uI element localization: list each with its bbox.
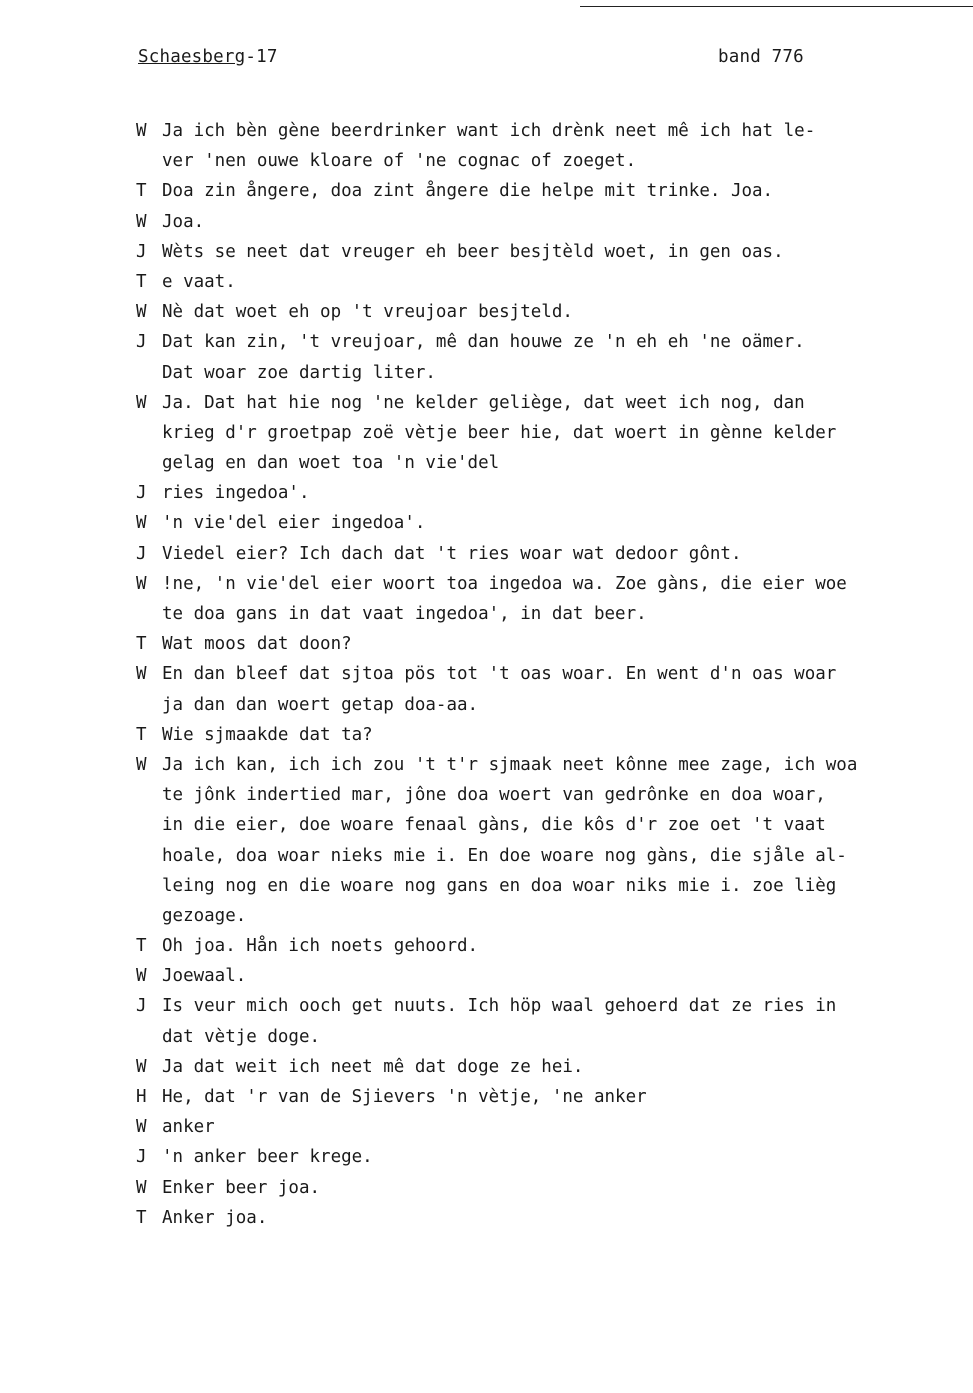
utterance-text: Enker beer joa. [162, 1177, 321, 1198]
utterance-text: Wat moos dat doon? [162, 634, 352, 655]
speaker-label: W [136, 302, 147, 323]
speaker-label: H [136, 1087, 147, 1107]
speaker-label: W [136, 573, 147, 594]
transcript-line [136, 599, 973, 629]
utterance-text: Dat kan zin, 't vreujoar, mê dan houwe ze 'n eh eh 'ne oämer. [162, 332, 805, 353]
speaker-label: J [136, 332, 147, 353]
utterance-text: Ja dat weit ich neet mê dat doge ze hei. [162, 1056, 584, 1077]
utterance-text: in die eier, doe woare fenaal gàns, die kôs d'r zoe oet 't vaat [162, 815, 826, 836]
speaker-label: W [136, 754, 147, 775]
utterance-text: leing nog en die woare nog gans en doa woar niks mie i. zoe lièg [162, 875, 837, 896]
utterance-text: Joewaal. [162, 966, 247, 987]
utterance-text: Dat woar zoe dartig liter. [162, 362, 436, 383]
utterance-text: Wèts se neet dat vreuger eh beer besjtèld woet, in gen oas. [162, 241, 784, 262]
transcript-line [136, 1022, 973, 1052]
utterance-text: Doa zin ångere, doa zint ångere die helpe mit trinke. Joa. [162, 181, 774, 202]
utterance-text: te doa gans in dat vaat ingedoa', in dat beer. [162, 604, 647, 624]
transcript-line [136, 327, 973, 357]
utterance-text: Oh joa. Hån ich noets gehoord. [162, 936, 479, 957]
transcript-line [136, 1082, 973, 1112]
transcript-line [136, 991, 973, 1021]
transcript-line [136, 418, 973, 448]
utterance-text: e vaat. [162, 271, 236, 292]
transcript-line [136, 780, 973, 810]
transcript-line [136, 961, 973, 991]
speaker-label: T [136, 1207, 147, 1228]
transcript-line [136, 539, 973, 569]
utterance-text: ja dan dan woert getap doa-aa. [162, 694, 479, 715]
speaker-label: W [136, 211, 147, 232]
speaker-label: W [136, 392, 147, 413]
transcript-line [136, 388, 973, 418]
place-name: Schaesberg [138, 47, 246, 67]
transcript-line [136, 810, 973, 840]
speaker-label: T [136, 936, 147, 957]
transcript-line [136, 267, 973, 297]
transcript-line [136, 690, 973, 720]
transcript-line [136, 841, 973, 871]
speaker-label: W [136, 1056, 147, 1077]
document-title [138, 47, 278, 67]
speaker-label: J [136, 241, 147, 262]
transcript-line [136, 569, 973, 599]
page-number: -17 [245, 47, 278, 67]
utterance-text: Viedel eier? Ich dach dat 't ries woar wat dedoor gônt. [162, 543, 742, 564]
speaker-label: J [136, 1147, 147, 1168]
speaker-label: T [136, 724, 147, 745]
speaker-label: W [136, 1177, 147, 1198]
utterance-text: dat vètje doge. [162, 1026, 321, 1047]
transcript-line [136, 176, 973, 206]
speaker-label: J [136, 543, 147, 564]
transcript-line [136, 297, 973, 327]
transcript-line [136, 1112, 973, 1142]
transcript [136, 116, 973, 1233]
utterance-text: Wie sjmaakde dat ta? [162, 724, 373, 745]
transcript-line [136, 478, 973, 508]
utterance-text: He, dat 'r van de Sjievers 'n vètje, 'ne anker [162, 1087, 647, 1107]
speaker-label: W [136, 966, 147, 987]
speaker-label: T [136, 634, 147, 655]
speaker-label: W [136, 1117, 147, 1138]
utterance-text: 'n vie'del eier ingedoa'. [162, 513, 426, 534]
speaker-label: W [136, 513, 147, 534]
utterance-text: te jônk indertied mar, jône doa woert van gedrônke en doa woar, [162, 785, 826, 806]
utterance-text: Joa. [162, 211, 205, 232]
transcript-line [136, 750, 973, 780]
utterance-text: krieg d'r groetpap zoë vètje beer hie, dat woert in gènne kelder [162, 422, 837, 443]
band-label: band 776 [718, 47, 804, 67]
utterance-text: Anker joa. [162, 1207, 268, 1228]
speaker-label: T [136, 181, 147, 202]
utterance-text: Ja ich kan, ich ich zou 't t'r sjmaak neet kônne mee zage, ich woa [162, 754, 858, 775]
speaker-label: W [136, 664, 147, 685]
utterance-text: ries ingedoa'. [162, 483, 310, 504]
transcript-line [136, 629, 973, 659]
transcript-line [136, 1052, 973, 1082]
utterance-text: En dan bleef dat sjtoa pös tot 't oas woar. En went d'n oas woar [162, 664, 837, 685]
top-rule [580, 6, 973, 7]
transcript-line [136, 146, 973, 176]
transcript-line [136, 659, 973, 689]
utterance-text: Ja ich bèn gène beerdrinker want ich drènk neet mê ich hat le- [162, 121, 816, 141]
utterance-text: Nè dat woet eh op 't vreujoar besjteld. [162, 302, 573, 323]
utterance-text: !ne, 'n vie'del eier woort toa ingedoa wa. Zoe gàns, die eier woe [162, 573, 847, 594]
utterance-text: hoale, doa woar nieks mie i. En doe woare nog gàns, die sjåle al- [162, 845, 847, 866]
transcript-line [136, 237, 973, 267]
transcript-line [136, 871, 973, 901]
speaker-label: J [136, 996, 147, 1017]
transcript-line [136, 207, 973, 237]
utterance-text: Ja. Dat hat hie nog 'ne kelder geliège, dat weet ich nog, dan [162, 392, 805, 413]
speaker-label: J [136, 483, 147, 504]
transcript-line [136, 448, 973, 478]
utterance-text: gezoage. [162, 905, 247, 926]
speaker-label: W [136, 121, 147, 141]
utterance-text: 'n anker beer krege. [162, 1147, 373, 1168]
transcript-line [136, 931, 973, 961]
transcript-line [136, 508, 973, 538]
transcript-line [136, 901, 973, 931]
speaker-label: T [136, 271, 147, 292]
utterance-text: Is veur mich ooch get nuuts. Ich höp waal gehoerd dat ze ries in [162, 996, 837, 1017]
transcript-line [136, 1173, 973, 1203]
transcript-line [136, 116, 973, 146]
transcript-line [136, 720, 973, 750]
transcript-line [136, 1203, 973, 1233]
utterance-text: anker [162, 1117, 215, 1138]
utterance-text: ver 'nen ouwe kloare of 'ne cognac of zoeget. [162, 151, 637, 172]
transcript-line [136, 358, 973, 388]
utterance-text: gelag en dan woet toa 'n vie'del [162, 453, 500, 474]
transcript-line [136, 1142, 973, 1172]
